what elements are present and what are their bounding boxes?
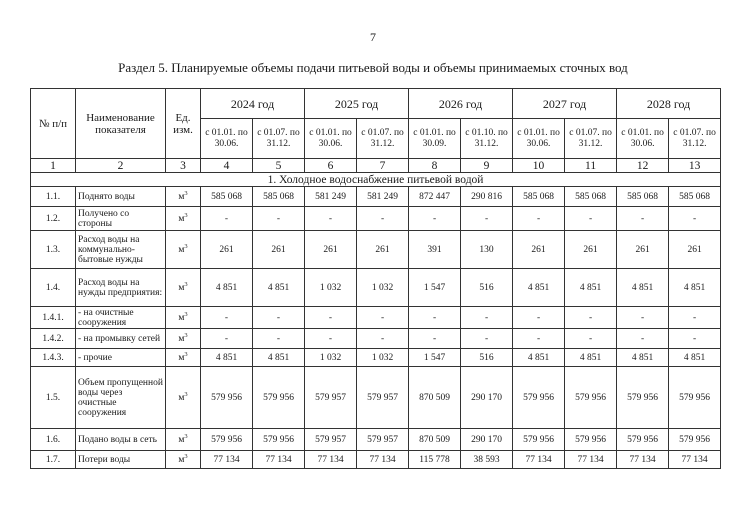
row-name: Потери воды [76, 451, 166, 469]
unit-cell [166, 187, 201, 207]
row-name: Объем пропущенной воды через очистные сооружения [76, 367, 166, 429]
column-number: 7 [357, 159, 409, 173]
value-cell: 77 134 [305, 451, 357, 469]
value-cell: 579 957 [305, 429, 357, 451]
value-cell: 579 956 [253, 429, 305, 451]
unit-base: м [178, 312, 185, 323]
value-cell: 115 778 [409, 451, 461, 469]
unit-exponent: 3 [184, 350, 188, 358]
year-2024: 2024 год [201, 89, 305, 119]
value-cell: 579 956 [253, 367, 305, 429]
value-cell: 4 851 [617, 349, 669, 367]
row-number: 1.6. [31, 429, 76, 451]
value-cell: - [357, 207, 409, 231]
value-cell: 579 956 [617, 367, 669, 429]
value-cell: - [513, 207, 565, 231]
value-cell: - [201, 329, 253, 349]
value-cell: - [201, 207, 253, 231]
row-name: Расход воды на нужды предприятия: [76, 269, 166, 307]
period-cell: с 01.07. по 31.12. [565, 119, 617, 159]
period-cell: с 01.07. по 31.12. [357, 119, 409, 159]
value-cell: 290 170 [461, 429, 513, 451]
value-cell: 585 068 [513, 187, 565, 207]
column-number: 13 [669, 159, 721, 173]
value-cell: 1 032 [357, 269, 409, 307]
value-cell: 872 447 [409, 187, 461, 207]
value-cell: 579 956 [565, 429, 617, 451]
unit-exponent: 3 [184, 310, 188, 318]
value-cell: 579 956 [201, 367, 253, 429]
section-heading: Раздел 5. Планируемые объемы подачи питьевой воды и объемы принимаемых сточных вод [118, 60, 628, 75]
value-cell: 261 [253, 231, 305, 269]
value-cell: 4 851 [669, 349, 721, 367]
unit-base: м [178, 454, 185, 465]
value-cell: 1 032 [305, 269, 357, 307]
unit-base: м [178, 213, 185, 224]
row-number: 1.5. [31, 367, 76, 429]
table-row [31, 451, 721, 469]
header-unit: Ед. изм. [166, 89, 201, 159]
value-cell: - [461, 207, 513, 231]
column-number: 4 [201, 159, 253, 173]
unit-exponent: 3 [184, 331, 188, 339]
value-cell: 261 [513, 231, 565, 269]
value-cell: - [461, 329, 513, 349]
value-cell: 261 [357, 231, 409, 269]
value-cell: - [617, 329, 669, 349]
value-cell: 77 134 [617, 451, 669, 469]
value-cell: - [409, 329, 461, 349]
row-number: 1.4.3. [31, 349, 76, 367]
value-cell: 77 134 [357, 451, 409, 469]
row-number: 1.1. [31, 187, 76, 207]
value-cell: - [253, 307, 305, 329]
value-cell: 4 851 [669, 269, 721, 307]
value-cell: 870 509 [409, 367, 461, 429]
value-cell: 77 134 [253, 451, 305, 469]
value-cell: - [305, 307, 357, 329]
value-cell: 579 957 [357, 367, 409, 429]
table-row [31, 231, 721, 269]
value-cell: - [305, 207, 357, 231]
value-cell: - [669, 307, 721, 329]
row-name: - на промывку сетей [76, 329, 166, 349]
value-cell: 516 [461, 349, 513, 367]
unit-exponent: 3 [184, 432, 188, 440]
value-cell: 77 134 [513, 451, 565, 469]
column-number: 10 [513, 159, 565, 173]
value-cell: 77 134 [201, 451, 253, 469]
value-cell: 579 957 [305, 367, 357, 429]
value-cell: 579 956 [201, 429, 253, 451]
row-name: Получено со стороны [76, 207, 166, 231]
value-cell: 585 068 [201, 187, 253, 207]
value-cell: 261 [305, 231, 357, 269]
row-number: 1.4. [31, 269, 76, 307]
value-cell: - [565, 329, 617, 349]
value-cell: 261 [617, 231, 669, 269]
value-cell: - [409, 207, 461, 231]
unit-base: м [178, 434, 185, 445]
unit-exponent: 3 [184, 189, 188, 197]
value-cell: 391 [409, 231, 461, 269]
unit-cell [166, 269, 201, 307]
value-cell: - [357, 329, 409, 349]
table-row [31, 269, 721, 307]
row-number: 1.7. [31, 451, 76, 469]
unit-base: м [178, 392, 185, 403]
value-cell: 579 956 [669, 429, 721, 451]
year-2025: 2025 год [305, 89, 409, 119]
data-table [30, 88, 721, 469]
header-name: Наименование показателя [76, 89, 166, 159]
row-name: - прочие [76, 349, 166, 367]
table-row [31, 349, 721, 367]
value-cell: 4 851 [201, 349, 253, 367]
value-cell: 579 956 [513, 367, 565, 429]
year-2026: 2026 год [409, 89, 513, 119]
value-cell: 4 851 [617, 269, 669, 307]
unit-cell [166, 367, 201, 429]
value-cell: 4 851 [513, 349, 565, 367]
value-cell: 4 851 [253, 349, 305, 367]
value-cell: 585 068 [617, 187, 669, 207]
value-cell: 261 [201, 231, 253, 269]
table-row [31, 367, 721, 429]
unit-cell [166, 349, 201, 367]
column-number: 12 [617, 159, 669, 173]
table-row [31, 207, 721, 231]
column-number-row [31, 159, 721, 173]
value-cell: - [253, 207, 305, 231]
period-cell: с 01.01. по 30.06. [201, 119, 253, 159]
year-2027: 2027 год [513, 89, 617, 119]
value-cell: 4 851 [565, 349, 617, 367]
value-cell: - [461, 307, 513, 329]
row-name: - на очистные сооружения [76, 307, 166, 329]
value-cell: - [617, 307, 669, 329]
value-cell: - [409, 307, 461, 329]
column-number: 3 [166, 159, 201, 173]
row-number: 1.4.2. [31, 329, 76, 349]
value-cell: 261 [669, 231, 721, 269]
unit-base: м [178, 191, 185, 202]
period-cell: с 01.01. по 30.06. [513, 119, 565, 159]
unit-cell [166, 307, 201, 329]
section-title: 1. Холодное водоснабжение питьевой водой [31, 173, 721, 187]
value-cell: 290 816 [461, 187, 513, 207]
column-number: 5 [253, 159, 305, 173]
unit-cell [166, 207, 201, 231]
table-row [31, 187, 721, 207]
value-cell: 579 957 [357, 429, 409, 451]
value-cell: - [513, 329, 565, 349]
value-cell: 579 956 [617, 429, 669, 451]
column-number: 6 [305, 159, 357, 173]
table-row [31, 307, 721, 329]
value-cell: 4 851 [565, 269, 617, 307]
value-cell: 579 956 [565, 367, 617, 429]
row-name: Поднято воды [76, 187, 166, 207]
period-cell: с 01.01. по 30.06. [305, 119, 357, 159]
value-cell: 581 249 [357, 187, 409, 207]
unit-exponent: 3 [184, 452, 188, 460]
unit-exponent: 3 [184, 280, 188, 288]
unit-cell [166, 429, 201, 451]
value-cell: - [357, 307, 409, 329]
column-number: 11 [565, 159, 617, 173]
value-cell: - [565, 307, 617, 329]
row-number: 1.3. [31, 231, 76, 269]
value-cell: 4 851 [201, 269, 253, 307]
value-cell: - [617, 207, 669, 231]
value-cell: 579 956 [669, 367, 721, 429]
value-cell: - [201, 307, 253, 329]
value-cell: - [565, 207, 617, 231]
page-number: 7 [370, 30, 376, 44]
column-number: 1 [31, 159, 76, 173]
value-cell: 870 509 [409, 429, 461, 451]
column-number: 8 [409, 159, 461, 173]
unit-exponent: 3 [184, 242, 188, 250]
column-number: 9 [461, 159, 513, 173]
value-cell: 1 547 [409, 349, 461, 367]
row-number: 1.2. [31, 207, 76, 231]
value-cell: 38 593 [461, 451, 513, 469]
table-row [31, 429, 721, 451]
table-row [31, 329, 721, 349]
row-name: Расход воды на коммунально-бытовые нужды [76, 231, 166, 269]
value-cell: 1 032 [357, 349, 409, 367]
value-cell: 1 547 [409, 269, 461, 307]
value-cell: 516 [461, 269, 513, 307]
value-cell: - [513, 307, 565, 329]
unit-base: м [178, 244, 185, 255]
period-cell: с 01.07. по 31.12. [669, 119, 721, 159]
unit-exponent: 3 [184, 211, 188, 219]
period-cell: с 01.07. по 31.12. [253, 119, 305, 159]
unit-base: м [178, 352, 185, 363]
value-cell: 290 170 [461, 367, 513, 429]
value-cell: - [305, 329, 357, 349]
value-cell: 4 851 [253, 269, 305, 307]
unit-cell [166, 231, 201, 269]
period-cell: с 01.10. по 31.12. [461, 119, 513, 159]
row-number: 1.4.1. [31, 307, 76, 329]
value-cell: 585 068 [669, 187, 721, 207]
row-name: Подано воды в сеть [76, 429, 166, 451]
value-cell: - [669, 329, 721, 349]
unit-cell [166, 451, 201, 469]
period-cell: с 01.01. по 30.06. [617, 119, 669, 159]
year-2028: 2028 год [617, 89, 721, 119]
column-number: 2 [76, 159, 166, 173]
value-cell: 1 032 [305, 349, 357, 367]
value-cell: 4 851 [513, 269, 565, 307]
value-cell: - [253, 329, 305, 349]
header-num: № п/п [31, 89, 76, 159]
unit-base: м [178, 282, 185, 293]
value-cell: 130 [461, 231, 513, 269]
period-cell: с 01.01. по 30.09. [409, 119, 461, 159]
value-cell: - [669, 207, 721, 231]
value-cell: 77 134 [565, 451, 617, 469]
value-cell: 579 956 [513, 429, 565, 451]
value-cell: 581 249 [305, 187, 357, 207]
unit-base: м [178, 333, 185, 344]
value-cell: 585 068 [253, 187, 305, 207]
unit-exponent: 3 [184, 390, 188, 398]
value-cell: 77 134 [669, 451, 721, 469]
unit-cell [166, 329, 201, 349]
value-cell: 261 [565, 231, 617, 269]
value-cell: 585 068 [565, 187, 617, 207]
